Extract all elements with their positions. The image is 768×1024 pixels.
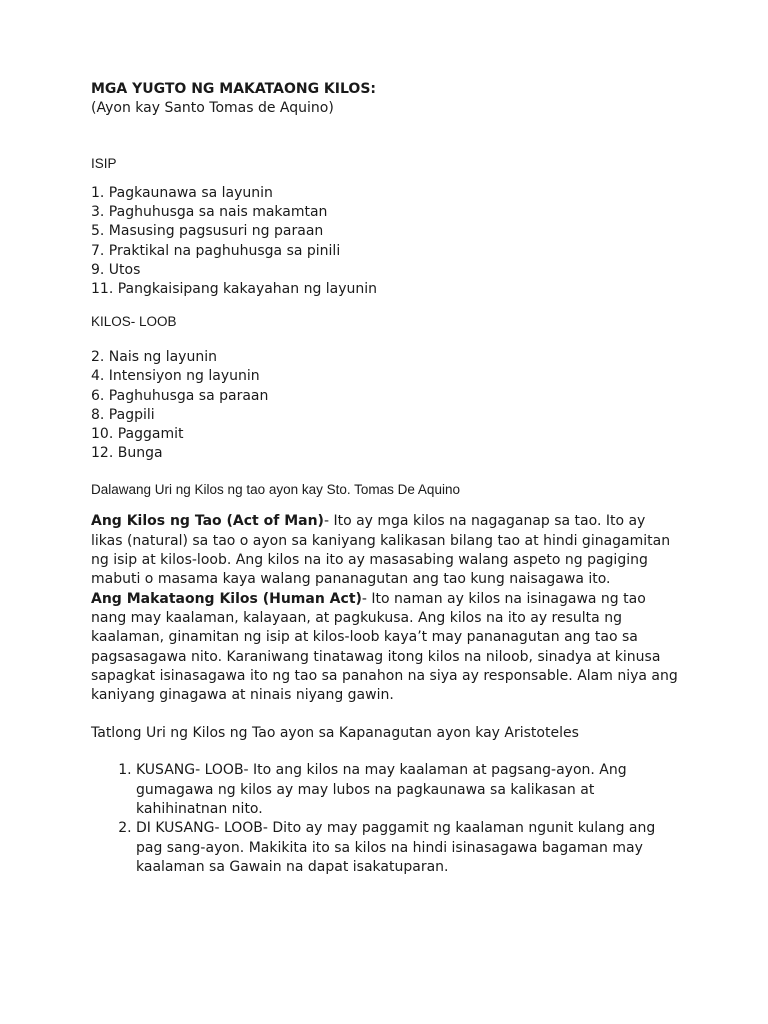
list-item: 5. Masusing pagsusuri ng paraan [91,223,324,240]
list-item: 1. KUSANG- LOOB- Ito ang kilos na may kaalaman at pagsang-ayon. Ang gumagawa ng kilos ay may lubos na pagkaunawa sa kalikasan at kahihinatnan nito. [136,761,686,819]
list-item: 2. DI KUSANG- LOOB- Dito ay may paggamit ng kaalaman ngunit kulang ang pag sang-ayon. Makikita ito sa kilos na hindi isinasagawa bagaman may kaalaman sa Gawain na dapat isakatuparan. [136,819,686,877]
list-item: 7. Praktikal na paghuhusga sa pinili [91,242,341,259]
list-item: 12. Bunga [91,445,163,462]
list-item: 11. Pangkaisipang kakayahan ng layunin [91,281,378,298]
human-act-paragraph [91,590,681,706]
kilos-loob-list [91,348,691,463]
human-act-term: Ang Makataong Kilos (Human Act) [91,590,362,607]
list-item: 3. Paghuhusga sa nais makamtan [91,204,328,221]
list-item: 6. Paghuhusga sa paraan [91,387,269,404]
list-item: 10. Paggamit [91,426,184,443]
document-title: MGA YUGTO NG MAKATAONG KILOS: [91,81,376,97]
document-subtitle: (Ayon kay Santo Tomas de Aquino) [91,100,334,116]
list-item: 2. Nais ng layunin [91,349,217,366]
human-act-text: - Ito naman ay kilos na isinagawa ng tao nang may kaalaman, kalayaan, at pagkukusa. Ang kilos na ito ay resulta ng kaalaman, ginamitan ng isip at kilos-loob kaya’t may pananagutan ang tao sa pagsasagawa nito. Karaniwang tinatawag itong kilos na niloob, sinadya at kinusa sapagkat isinasagawa ito ng tao sa panahon na siya ay responsable. Alam niya ang kaniyang ginagawa at ninais niyang gawin. [91,590,678,704]
dalawang-uri-heading: Dalawang Uri ng Kilos ng tao ayon kay Sto. Tomas De Aquino [91,482,460,498]
act-of-man-text: - Ito ay mga kilos na nagaganap sa tao. Ito ay likas (natural) sa tao o ayon sa kaniyang kalikasan bilang tao at hindi ginagamitan ng isip at kilos-loob. Ang kilos na ito ay masasabing walang aspeto ng pagiging mabuti o masama kaya walang pananagutan ang tao kung naisagawa ito. [91,513,671,588]
isip-heading: ISIP [91,156,117,171]
isip-list [91,184,691,299]
list-item: 1. Pagkaunawa sa layunin [91,185,273,201]
tatlong-uri-list [91,761,686,877]
kilos-loob-heading: KILOS- LOOB [91,314,177,330]
act-of-man-paragraph [91,512,681,589]
list-item: 4. Intensiyon ng layunin [91,368,260,385]
tatlong-uri-heading: Tatlong Uri ng Kilos ng Tao ayon sa Kapanagutan ayon kay Aristoteles [91,725,579,742]
list-item: 8. Pagpili [91,406,155,423]
list-item: 9. Utos [91,261,141,278]
document-page [91,80,691,877]
act-of-man-term: Ang Kilos ng Tao (Act of Man) [91,513,324,530]
